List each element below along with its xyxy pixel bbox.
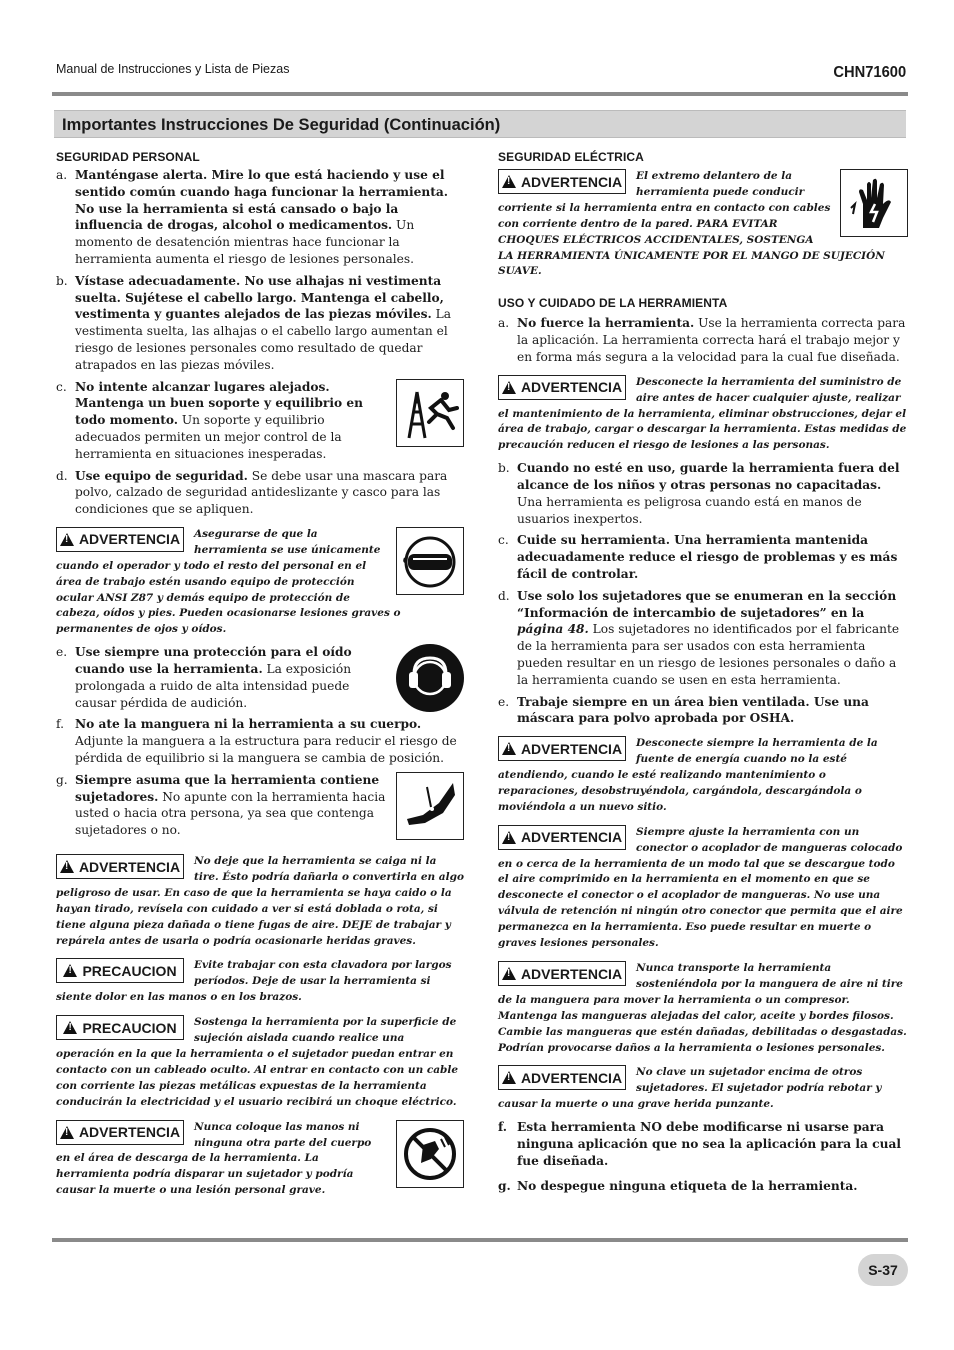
heading-personal-safety: SEGURIDAD PERSONAL: [56, 150, 200, 164]
warning-block: ! ADVERTENCIA Asegurarse de que la herramienta se use únicamente cuando el operador y todo el resto del personal en el área de trabajo estén usando equipo de protección ocular ANSI Z87 y demás equipo de protección de cabeza, oídos y pies. Pueden ocasionarse lesiones graves o permanentes de ojos y oídos.: [56, 527, 464, 638]
list-item: e. Trabaje siempre en un área bien ventilada. Use una máscara para polvo aprobada por OSHA.: [498, 694, 869, 726]
left-column: [56, 150, 464, 1205]
warning-triangle-icon: [60, 1126, 74, 1139]
list-item: b. Vístase adecuadamente. No use alhajas ni vestimenta suelta. Sujétese el cabello largo. Mantenga el cabello, vestimenta y guantes alejados de las piezas móviles. La vestimenta suelta, las alhajas o el cabello largo aumentan el riesgo de lesiones personales como resultado de quedar atrapados en las piezas móviles.: [56, 273, 451, 372]
warning-block: ! ADVERTENCIA No deje que la herramienta se caiga ni la tire. Ésto podría dañarla o convertirla en algo peligroso de usar. En caso de que la herramienta se haya caido o la hayan tirado, revísela con cuidado a ver si está doblada o rota, si tiene alguna pieza dañada o tiene fugas de aire. DEJE de trabajar y repárela antes de usarla o podría ocasionarle heridas graves.: [56, 848, 464, 949]
list-item: g. No despegue ninguna etiqueta de la herramienta.: [498, 1178, 858, 1193]
caution-badge: ! PRECAUCION: [56, 958, 184, 983]
warning-triangle-icon: [60, 533, 74, 546]
warning-triangle-icon: [502, 967, 516, 980]
warning-badge: ! ADVERTENCIA: [498, 375, 626, 400]
caution-badge: ! PRECAUCION: [56, 1015, 184, 1040]
warning-badge: ! ADVERTENCIA: [498, 1065, 626, 1090]
warning-triangle-icon: [502, 381, 516, 394]
warning-triangle-icon: [502, 1071, 516, 1084]
warning-badge: ! ADVERTENCIA: [498, 169, 626, 194]
warning-badge: ! ADVERTENCIA: [498, 825, 626, 850]
list-item: a. Manténgase alerta. Mire lo que está haciendo y use el sentido común cuando haga funcionar la herramienta. No use la herramienta si está cansado o bajo la influencia de drogas, alcohol o medicamentos. Un momento de desatención mientras hace funcionar la herramienta aumenta el riesgo de lesiones personales.: [56, 168, 448, 266]
list-item: e. Use siempre una protección para el oído cuando use la herramienta. La exposición prolongada a ruido de alta intensidad puede causar pérdida de audición.: [56, 644, 464, 711]
electric-shock-icon: [840, 169, 908, 237]
list-item: f. Esta herramienta NO debe modificarse ni usarse para ninguna aplicación que no sea la aplicación para la cual fue diseñada.: [498, 1120, 901, 1168]
list-item: f. No ate la manguera ni la herramienta a su cuerpo. Adjunte la manguera a la estructura para reducir el riesgo de pérdida de equilibrio si la manguera se cambia de posición.: [56, 717, 457, 766]
ladder-fall-icon: [396, 379, 464, 447]
safety-goggles-icon: [396, 527, 464, 595]
warning-triangle-icon: [502, 742, 516, 755]
nail-injury-icon: [396, 772, 464, 840]
ear-protection-icon: [396, 644, 464, 712]
warning-block: ! ADVERTENCIA Nunca transporte la herramienta sosteniéndola por la manguera de aire ni tire de la manguera para mover la herramienta o un compresor. Mantenga las mangueras alejadas del calor, aceite y bordes filosos. Cambie las mangueras que estén dañadas, debilitadas o desgastadas. Podrían provocarse daños a la herramienta o lesiones personales.: [498, 961, 908, 1056]
list-item: d. Use solo los sujetadores que se enumeran en la sección “Información de intercambio de sujetadores” en la página 48. Los sujetadores no identificados por el fabricante de la herramienta para ser usados con esta herramienta pueden resultar en un riesgo de lesiones personales o daño a la herramienta cuando se usen en esta herramienta.: [498, 588, 900, 687]
list-item: c. No intente alcanzar lugares alejados. Mantenga un buen soporte y equilibrio en todo momento. Un soporte y equilibrio adecuados permiten un mejor control de la herramienta en situaciones inesperadas.: [56, 379, 464, 463]
no-hands-icon: [396, 1120, 464, 1188]
list-item: a. No fuerce la herramienta. Use la herramienta correcta para la aplicación. La herramienta correcta hará el trabajo mejor y en forma más segura a la velocidad para la cual fue diseñada.: [498, 316, 906, 364]
header-rule: [52, 92, 908, 96]
warning-badge: ! ADVERTENCIA: [56, 854, 184, 879]
list-item: g. Siempre asuma que la herramienta contiene sujetadores. No apunte con la herramienta hacia usted o hacia otra persona, ya sea que contenga sujetadores o no.: [56, 772, 464, 839]
warning-block: ! ADVERTENCIA El extremo delantero de la herramienta puede conducir corriente si la herramienta entra en contacto con cables con corriente dentro de la pared. PARA EVITAR CHOQUES ELÉCTRICOS ACCIDENTALES, SOSTENGA LA HERRAMIENTA ÚNICAMENTE POR EL MANGO DE SUJECIÓN SUAVE.: [498, 169, 908, 280]
warning-triangle-icon: [63, 964, 77, 977]
list-item: d. Use equipo de seguridad. Se debe usar una mascara para polvo, calzado de seguridad antideslizante y casco para las condiciones que se apliquen.: [56, 468, 448, 517]
warning-block: ! ADVERTENCIA Desconecte la herramienta del suministro de aire antes de hacer cualquier ajuste, realizar el mantenimiento de la herramienta, eliminar obstrucciones, dejar el área de trabajo, cargar o descargar la herramienta. Estas medidas de precaución reducen el riesgo de lesiones a las personas.: [498, 375, 908, 455]
page-number: S-37: [858, 1254, 908, 1286]
list-item: b. Cuando no esté en uso, guarde la herramienta fuera del alcance de los niños y otras personas no capacitadas. Una herramienta es peligrosa cuando está en manos de usuarios inexpertos.: [498, 461, 900, 526]
caution-block: ! PRECAUCION Sostenga la herramienta por la superficie de sujeción aislada cuando realice una operación en la que la herramienta o el sujetador puedan entrar en contacto con un cableado oculto. Al entrar en contacto con un cable con corriente las piezas metálicas expuestas de la herramienta conducirán la electricidad y el usuario recibirá un choque eléctrico.: [56, 1015, 464, 1110]
warning-triangle-icon: [502, 831, 516, 844]
heading-electrical-safety: SEGURIDAD ELÉCTRICA: [498, 150, 644, 164]
section-title: Importantes Instrucciones De Seguridad (Continuación): [62, 116, 501, 134]
footer-rule: [52, 1238, 908, 1242]
warning-badge: ! ADVERTENCIA: [498, 736, 626, 761]
list-item: c. Cuide su herramienta. Una herramienta mantenida adecuadamente reduce el riesgo de problemas y es más fácil de controlar.: [498, 533, 898, 582]
warning-triangle-icon: [63, 1021, 77, 1034]
warning-badge: ! ADVERTENCIA: [56, 527, 184, 552]
warning-block: ! ADVERTENCIA Desconecte siempre la herramienta de la fuente de energía cuando no la esté atendiendo, cuando le esté realizando mantenimiento o reparaciones, desobstruyéndola, cargándola, descargándola o moviéndola a un nuevo sitio.: [498, 736, 908, 816]
section-banner: [54, 110, 906, 138]
warning-badge: ! ADVERTENCIA: [498, 961, 626, 986]
warning-block: ! ADVERTENCIA Siempre ajuste la herramienta con un conector o acoplador de mangueras colocado en o cerca de la herramienta de un modo tal que se descargue todo el aire comprimido en la herramienta en el momento en que se desconecte el conector o el acoplador de mangueras. No use una válvula de retención ni ningún otro conector que permita que el aire permanezca en la herramienta. Eso puede resultar en muerte o graves lesiones personales.: [498, 825, 908, 952]
model-number: CHN71600: [833, 64, 906, 81]
warning-triangle-icon: [502, 175, 516, 188]
heading-tool-use: USO Y CUIDADO DE LA HERRAMIENTA: [498, 296, 728, 311]
warning-badge: ! ADVERTENCIA: [56, 1120, 184, 1145]
warning-block: ! ADVERTENCIA No clave un sujetador encima de otros sujetadores. El sujetador podría rebotar y causar la muerte o una grave herida punzante.: [498, 1065, 908, 1113]
caution-block: ! PRECAUCION Evite trabajar con esta clavadora por largos períodos. Deje de usar la herramienta si siente dolor en las manos o en los brazos.: [56, 958, 464, 1006]
warning-block: ! ADVERTENCIA Nunca coloque las manos ni ninguna otra parte del cuerpo en el área de descarga de la herramienta. La herramienta podría disparar un sujetador y podría causar la muerte o una lesión personal grave.: [56, 1120, 464, 1200]
manual-title: Manual de Instrucciones y Lista de Piezas: [56, 62, 290, 76]
right-column: [498, 150, 908, 1199]
warning-triangle-icon: [60, 860, 74, 873]
